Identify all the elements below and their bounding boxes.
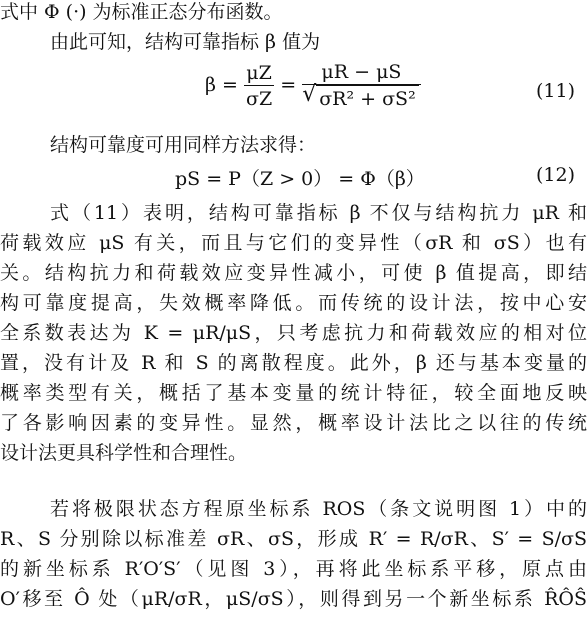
eq11-fraction-2 xyxy=(302,60,421,112)
text-line-13: 若将极限状态方程原坐标系 ROS（条文说明图 1）中的 xyxy=(50,498,587,520)
text-line-7: 构可靠度提高，失效概率降低。而传统的设计法，按中心安 xyxy=(0,292,587,314)
text-line-3: 结构可靠度可用同样方法求得： xyxy=(50,134,317,156)
text-line-14: R、S 分别除以标准差 σR、σS，形成 R′ = R/σR、S′ = S/σS xyxy=(0,528,587,550)
text-line-4: 式（11）表明，结构可靠指标 β 不仅与结构抗力 μR 和 xyxy=(50,202,587,224)
equation-11-number: (11) xyxy=(535,80,575,102)
text-line-15: 的新坐标系 R′O′S′（见图 3），再将此坐标系平移，原点由 xyxy=(0,558,587,580)
text-line-6: 关。结构抗力和荷载效应变异性减小，可使 β 值提高，即结 xyxy=(0,262,587,284)
text-line-1: 式中 Φ (·) 为标准正态分布函数。 xyxy=(0,1,283,23)
text-line-8: 全系数表达为 K = μR/μS，只考虑抗力和荷载效应的相对位 xyxy=(0,322,587,344)
text-line-5: 荷载效应 μS 有关，而且与它们的变异性（σR 和 σS）也有 xyxy=(0,232,587,254)
equation-12 xyxy=(0,164,587,194)
sqrt-sign: √ σR² + σS² xyxy=(316,85,419,112)
text-line-12: 设计法更具科学性和合理性。 xyxy=(0,442,248,464)
text-line-2: 由此可知，结构可靠指标 β 值为 xyxy=(50,31,321,53)
equation-11-body xyxy=(205,60,421,112)
text-line-10: 概率类型有关，概括了基本变量的统计特征，较全面地反映 xyxy=(0,382,587,404)
eq11-lhs: β = xyxy=(205,74,238,96)
text-line-16: O′移至 Ô 处（μR/σR，μS/σS），则得到另一个新坐标系 R̂ÔŜ xyxy=(0,588,587,610)
eq11-fraction-1 xyxy=(244,61,274,112)
equation-12-body: pS = P（Z > 0） = Φ（β） xyxy=(175,168,425,190)
equation-12-number: (12) xyxy=(535,164,575,186)
equation-11 xyxy=(0,60,587,130)
eq11-f1-denominator: σZ xyxy=(246,87,273,110)
text-line-9: 置，没有计及 R 和 S 的离散程度。此外，β 还与基本变量的 xyxy=(0,352,587,374)
eq11-f2-denominator xyxy=(302,85,421,112)
eq11-f1-numerator: μZ xyxy=(244,61,274,86)
text-line-11: 了各影响因素的变异性。显然，概率设计法比之以往的传统 xyxy=(0,412,587,434)
eq11-equals: = xyxy=(280,74,297,96)
eq11-f2-numerator: μR − μS xyxy=(302,60,421,85)
